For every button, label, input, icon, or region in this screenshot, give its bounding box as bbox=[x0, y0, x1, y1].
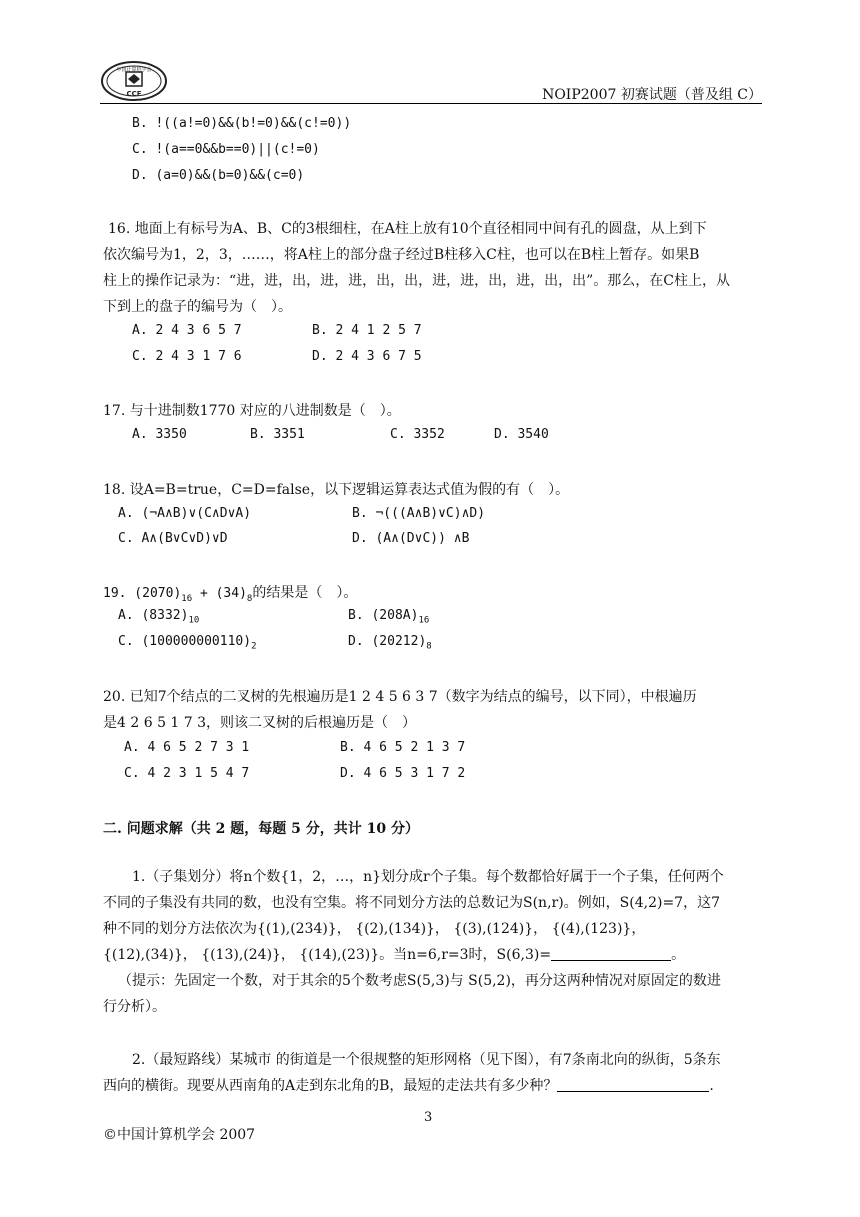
q18-option-c: C. A∧(B∨C∨D)∨D bbox=[118, 531, 228, 546]
p1-line2: 不同的子集没有共同的数，也没有空集。将不同划分方法的总数记为S(n,r)。例如，S(4,2)=7，这7 bbox=[103, 895, 720, 911]
q19-stem bbox=[103, 582, 357, 604]
q19-term2: + (34) bbox=[192, 586, 247, 601]
q19-question: 的结果是（ ）。 bbox=[252, 585, 358, 601]
p1-hint-line1: （提示：先固定一个数，对于其余的5个数考虑S(5,3)与 S(5,2)，再分这两种情况对原固定的数进 bbox=[118, 973, 721, 989]
q18-stem: 18. 设A=B=true，C=D=false，以下逻辑运算表达式值为假的有（ ）。 bbox=[103, 482, 570, 498]
q16-option-b: B. 2 4 1 2 5 7 bbox=[312, 323, 422, 338]
p1-line3: 种不同的划分方法依次为{(1),(234)}， {(2),(134)}， {(3),(124)}， {(4),(123)}， bbox=[103, 921, 646, 937]
q17-option-c: C. 3352 bbox=[390, 427, 445, 442]
q17-option-d: D. 3540 bbox=[494, 427, 549, 442]
q17-stem: 17. 与十进制数1770 对应的八进制数是（ ）。 bbox=[103, 403, 401, 419]
page-number: 3 bbox=[424, 1110, 433, 1125]
q19-option-d: D. $(20212)_8$ bbox=[348, 634, 432, 652]
q17-option-b: B. 3351 bbox=[250, 427, 305, 442]
logo-text: 中国计算机学会 bbox=[116, 67, 152, 73]
q16-option-a: A. 2 4 3 6 5 7 bbox=[132, 323, 242, 338]
q17-option-a: A. 3350 bbox=[132, 427, 187, 442]
q16-stem-line1: 16. 地面上有标号为A、B、C的3根细柱，在A柱上放有10个直径相同中间有孔的圆盘，从上到下 bbox=[108, 221, 707, 237]
footer-copyright: ©中国计算机学会 2007 bbox=[103, 1127, 256, 1143]
q16-stem-line3: 柱上的操作记录为：“进，进，出，进，进，出，出，进，进，出，进，出，出”。那么，在C柱上，从 bbox=[103, 273, 731, 289]
q20-option-d: D. 4 6 5 3 1 7 2 bbox=[340, 766, 466, 781]
p2-line2: 西向的横街。现要从西南角的A走到东北角的B，最短的走法共有多少种？ . bbox=[103, 1078, 714, 1094]
q20-stem-line2: 是4 2 6 5 1 7 3，则该二叉树的后根遍历是（ ） bbox=[103, 715, 417, 731]
q19-option-c: C. $(100000000110)_2$ bbox=[118, 634, 257, 652]
p1-answer-blank[interactable] bbox=[551, 948, 671, 961]
q20-option-c: C. 4 2 3 1 5 4 7 bbox=[124, 766, 250, 781]
logo-letters: CCF bbox=[126, 90, 142, 98]
q19-term1: 19. (2070) bbox=[103, 586, 182, 601]
p1-line1: 1.（子集划分）将n个数{1，2，…，n}划分成r个子集。每个数都恰好属于一个子集，任何两个 bbox=[132, 869, 724, 885]
q15-option-c: C. !(a==0&&b==0)||(c!=0) bbox=[132, 142, 320, 157]
q20-option-b: B. 4 6 5 2 1 3 7 bbox=[340, 740, 466, 755]
q16-option-d: D. 2 4 3 6 7 5 bbox=[312, 349, 422, 364]
q20-option-a: A. 4 6 5 2 7 3 1 bbox=[124, 740, 250, 755]
q18-option-d: D. (A∧(D∨C)) ∧B bbox=[352, 531, 470, 546]
p2-line1: 2.（最短路线）某城市 的街道是一个很规整的矩形网格（见下图），有7条南北向的纵街，5条东 bbox=[132, 1052, 721, 1068]
q19-option-a: A. $(8332)_{10}$ bbox=[118, 608, 200, 626]
p2-answer-blank[interactable] bbox=[557, 1079, 709, 1092]
q16-stem-line4: 下到上的盘子的编号为（ ）。 bbox=[103, 299, 292, 315]
q16-option-c: C. 2 4 3 1 7 6 bbox=[132, 349, 242, 364]
p1-hint-line2: 行分析）。 bbox=[103, 999, 166, 1015]
q20-stem-line1: 20. 已知7个结点的二叉树的先根遍历是1 2 4 5 6 3 7（数字为结点的编号，以下同），中根遍历 bbox=[103, 689, 697, 705]
section2-heading: 二. 问题求解（共 2 题，每题 5 分，共计 10 分） bbox=[103, 821, 419, 837]
q15-option-d: D. (a=0)&&(b=0)&&(c=0) bbox=[132, 168, 305, 183]
q19-term2-base: 8 bbox=[246, 593, 253, 604]
q16-stem-line2: 依次编号为1，2，3，……，将A柱上的部分盘子经过B柱移入C柱，也可以在B柱上暂存。如果B bbox=[103, 247, 700, 263]
q18-option-b: B. ¬(((A∧B)∨C)∧D) bbox=[352, 506, 486, 521]
q19-option-b: B. $(208A)_{16}$ bbox=[348, 608, 430, 626]
p1-line4: {(12),(34)}， {(13),(24)}， {(14),(23)}。当n=6,r=3时，S(6,3)= 。 bbox=[103, 947, 686, 963]
q15-option-b: B. !((a!=0)&&(b!=0)&&(c!=0)) bbox=[132, 116, 352, 131]
ccf-logo bbox=[100, 60, 168, 102]
q18-option-a: A. (¬A∧B)∨(C∧D∨A) bbox=[118, 506, 252, 521]
page-header-title: NOIP2007 初赛试题（普及组 C） bbox=[542, 87, 762, 103]
header-rule bbox=[100, 103, 762, 104]
q19-term1-base: 16 bbox=[181, 593, 193, 604]
